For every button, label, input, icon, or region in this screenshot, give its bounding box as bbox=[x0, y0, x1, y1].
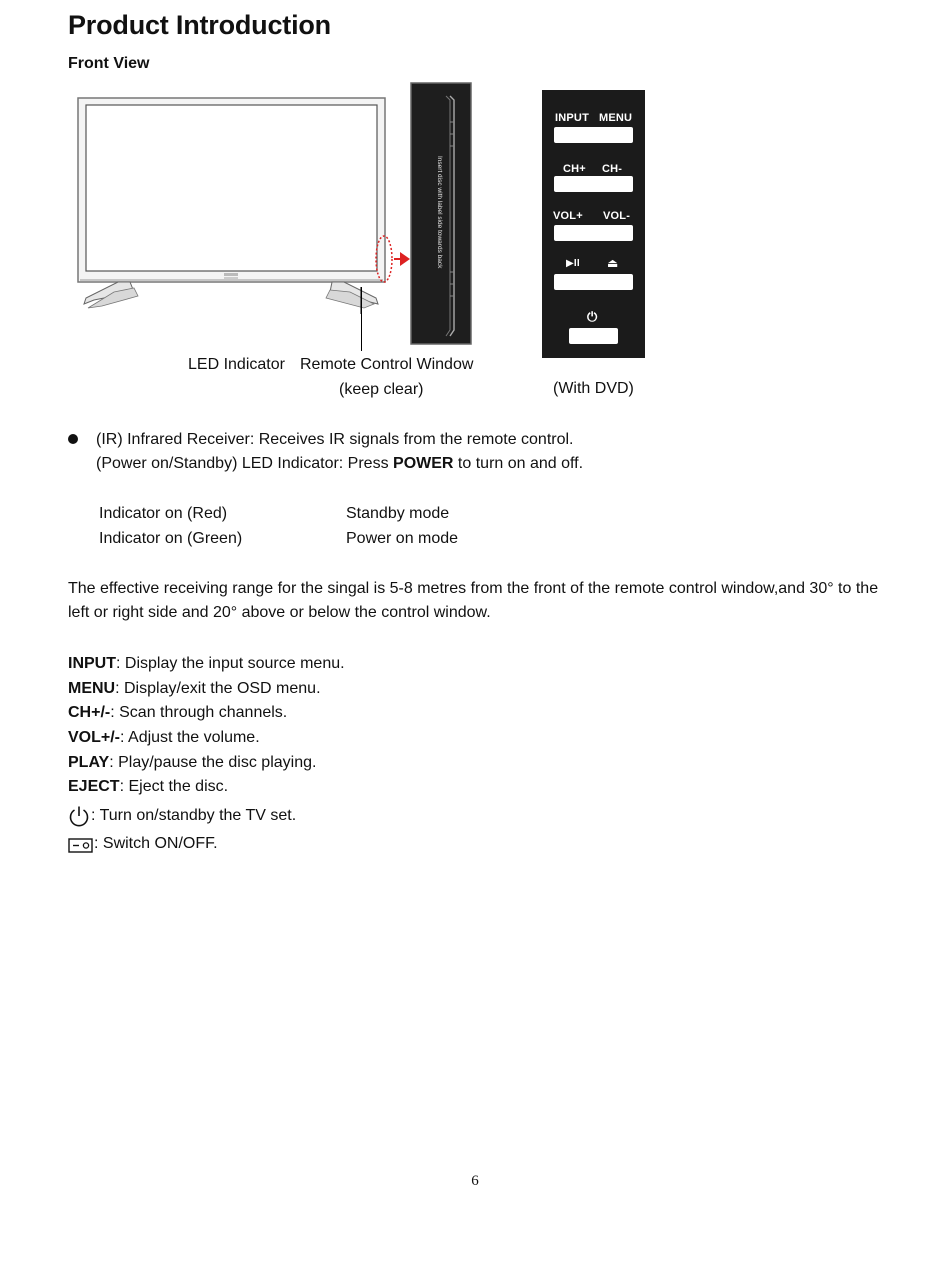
remote-window-leader-line bbox=[361, 287, 362, 351]
key-ch-line: CH+/-: Scan through channels. bbox=[68, 704, 288, 721]
tv-side-panel-illustration bbox=[410, 82, 472, 345]
vol-plus-key-label: VOL+ bbox=[553, 210, 583, 222]
key-menu-line: MENU: Display/exit the OSD menu. bbox=[68, 680, 321, 697]
channel-button bbox=[554, 176, 633, 192]
range-paragraph-line-1: The effective receiving range for the singal is 5-8 metres from the front of the remote control window,and 30° to the bbox=[68, 580, 879, 597]
play-eject-button bbox=[554, 274, 633, 290]
power-on-mode-label: Power on mode bbox=[346, 530, 459, 547]
menu-key-label: MENU bbox=[599, 112, 633, 124]
volume-button bbox=[554, 225, 633, 241]
switch-symbol-icon bbox=[68, 837, 94, 855]
key-vol-line: VOL+/-: Adjust the volume. bbox=[68, 729, 260, 746]
eject-icon: ⏏ bbox=[607, 256, 619, 270]
with-dvd-caption: (With DVD) bbox=[553, 380, 634, 397]
power-button bbox=[569, 328, 618, 344]
standby-mode-label: Standby mode bbox=[346, 505, 450, 522]
range-paragraph-line-2: left or right side and 20° above or below the control window. bbox=[68, 604, 491, 621]
led-indicator-text: (Power on/Standby) LED Indicator: Press POWER to turn on and off. bbox=[96, 455, 584, 472]
power-icon: ⏻ bbox=[587, 309, 598, 324]
power-symbol-description: : Turn on/standby the TV set. bbox=[91, 807, 297, 824]
remote-window-caption: Remote Control Window bbox=[300, 356, 474, 373]
key-eject-line: EJECT: Eject the disc. bbox=[68, 778, 229, 795]
ir-receiver-text: (IR) Infrared Receiver: Receives IR signals from the remote control. bbox=[96, 431, 574, 448]
ch-plus-key-label: CH+ bbox=[563, 163, 586, 175]
bullet-icon bbox=[68, 434, 78, 444]
key-input-line: INPUT: Display the input source menu. bbox=[68, 655, 345, 672]
key-play-line: PLAY: Play/pause the disc playing. bbox=[68, 754, 317, 771]
page-number: 6 bbox=[471, 1173, 479, 1189]
vol-minus-key-label: VOL- bbox=[603, 210, 631, 222]
input-menu-button bbox=[554, 127, 633, 143]
tv-front-illustration bbox=[74, 92, 410, 314]
indicator-green-label: Indicator on (Green) bbox=[99, 530, 243, 547]
keep-clear-caption: (keep clear) bbox=[339, 381, 424, 398]
led-indicator-caption: LED Indicator bbox=[188, 356, 285, 373]
input-key-label: INPUT bbox=[555, 112, 589, 124]
side-panel-label: Insert disc with label side towards back bbox=[436, 156, 443, 269]
play-pause-icon: ▶II bbox=[566, 258, 580, 269]
indicator-red-label: Indicator on (Red) bbox=[99, 505, 228, 522]
section-heading-front-view: Front View bbox=[68, 55, 150, 72]
ch-minus-key-label: CH- bbox=[602, 163, 623, 175]
power-symbol-icon bbox=[68, 805, 90, 827]
switch-symbol-description: : Switch ON/OFF. bbox=[94, 835, 218, 852]
control-panel-illustration bbox=[542, 90, 645, 358]
page-title: Product Introduction bbox=[68, 10, 331, 40]
